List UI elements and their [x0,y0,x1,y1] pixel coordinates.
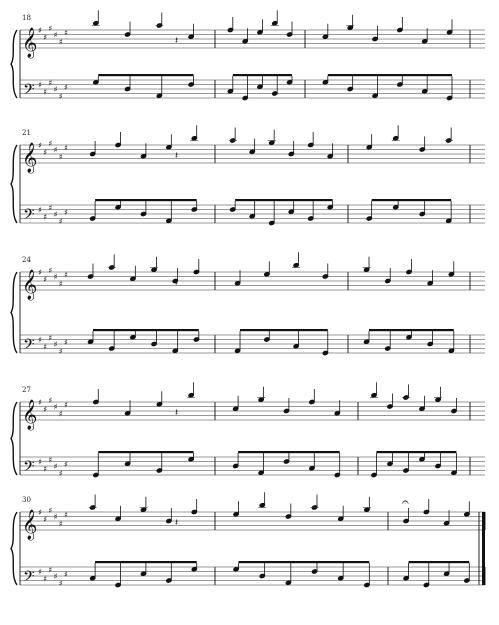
brace [11,30,17,98]
rest-icon: 𝄽 [175,277,179,289]
system-3 [11,252,485,357]
bass-staff [20,451,485,478]
rest-icon: 𝄽 [175,407,179,419]
sharp-icon: ♯ [48,333,53,343]
sharp-icon: ♯ [43,514,48,524]
beam [95,199,197,201]
beam [376,451,456,453]
system-5 [11,492,485,589]
sharp-icon: ♯ [58,279,63,289]
sharp-icon: ♯ [48,138,53,148]
measure-number: 18 [22,14,31,22]
sharp-icon: ♯ [43,574,48,584]
rest-icon: 𝄽 [175,35,179,47]
beam [98,74,193,76]
rest-icon: 𝄽 [175,150,179,162]
bass-clef-icon: 𝄢 [23,206,35,227]
treble-staff [20,382,485,420]
sharp-icon: ♯ [64,82,68,92]
sharp-icon: ♯ [64,459,68,469]
treble-clef-icon: 𝄞 [22,510,38,540]
bass-clef-icon: 𝄢 [23,568,35,589]
system-1 [11,10,485,102]
treble-staff [20,252,485,290]
sharp-icon: ♯ [58,91,63,101]
treble-clef-icon: 𝄞 [22,270,38,300]
sharp-icon: ♯ [38,268,42,277]
treble-clef-icon: 𝄞 [22,400,38,430]
sharp-icon: ♯ [43,464,48,474]
sharp-icon: ♯ [38,141,42,150]
sharp-icon: ♯ [58,346,63,356]
sharp-icon: ♯ [48,565,53,575]
beam [409,561,470,563]
sharp-icon: ♯ [58,37,63,47]
sharp-icon: ♯ [58,468,63,478]
sharp-icon: ♯ [43,147,48,157]
sharp-icon: ♯ [53,272,58,282]
sharp-icon: ♯ [38,398,42,407]
bass-staff [20,561,485,588]
sharp-icon: ♯ [64,270,68,280]
sharp-icon: ♯ [38,457,42,467]
sharp-icon: ♯ [64,569,68,579]
sharp-icon: ♯ [48,455,53,465]
sharp-icon: ♯ [53,512,58,522]
bass-clef-icon: 𝄢 [23,81,35,102]
sharp-icon: ♯ [43,87,48,97]
sharp-icon: ♯ [43,274,48,284]
bass-clef-icon: 𝄢 [23,336,35,357]
sharp-icon: ♯ [43,342,48,352]
sharp-icon: ♯ [48,505,53,515]
sharp-icon: ♯ [53,340,58,349]
beam [93,329,199,331]
sharp-icon: ♯ [48,395,53,405]
beam [328,74,452,76]
beam [240,329,328,331]
sharp-icon: ♯ [64,510,68,520]
sharp-icon: ♯ [43,404,48,414]
measure-number: 30 [22,496,31,504]
brace [11,402,17,475]
bass-clef-icon: 𝄢 [23,458,35,479]
sharp-icon: ♯ [53,210,58,219]
treble-staff [20,492,485,530]
treble-clef-icon: 𝄞 [22,28,38,58]
brace [11,512,17,585]
sharp-icon: ♯ [43,32,48,42]
sharp-icon: ♯ [53,402,58,412]
sharp-icon: ♯ [48,78,53,88]
sharp-icon: ♯ [38,205,42,215]
brace [11,272,17,353]
beam [238,561,369,563]
sharp-icon: ♯ [58,152,63,162]
sharp-icon: ♯ [53,145,58,155]
sharp-icon: ♯ [64,143,68,153]
beam [238,451,340,453]
beam [233,74,292,76]
system-4 [11,382,485,479]
beam [95,561,197,563]
sharp-icon: ♯ [64,28,68,38]
final-barline [482,512,485,585]
sharp-icon: ♯ [48,265,53,275]
sharp-icon: ♯ [58,409,63,419]
bass-staff [20,199,485,226]
bass-staff [20,329,485,356]
sharp-icon: ♯ [64,400,68,410]
system-2 [11,125,485,227]
measure-number: 24 [22,256,31,264]
fermata-icon: 𝄐 [402,495,409,509]
sharp-icon: ♯ [64,337,68,347]
sharp-icon: ♯ [38,335,42,345]
beam [235,199,333,201]
brace [11,145,17,223]
sharp-icon: ♯ [43,212,48,222]
measure-number: 21 [22,129,31,137]
sharp-icon: ♯ [53,462,58,471]
sharp-icon: ♯ [53,572,58,581]
sharp-icon: ♯ [38,26,42,35]
bass-staff [20,74,485,101]
beam [98,451,193,453]
treble-clef-icon: 𝄞 [22,143,38,173]
sharp-icon: ♯ [58,578,63,588]
sharp-icon: ♯ [58,216,63,226]
sharp-icon: ♯ [58,519,63,529]
measure-number: 27 [22,386,31,394]
rest-icon: 𝄽 [175,517,179,529]
sharp-icon: ♯ [48,23,53,33]
sharp-icon: ♯ [53,30,58,40]
sharp-icon: ♯ [64,207,68,217]
beam [369,329,454,331]
sharp-icon: ♯ [48,203,53,213]
sharp-icon: ♯ [53,85,58,94]
sharp-icon: ♯ [38,80,42,90]
sharp-icon: ♯ [38,508,42,517]
sharp-icon: ♯ [38,567,42,577]
treble-staff [20,10,485,48]
treble-staff [20,125,485,163]
beam [372,199,452,201]
